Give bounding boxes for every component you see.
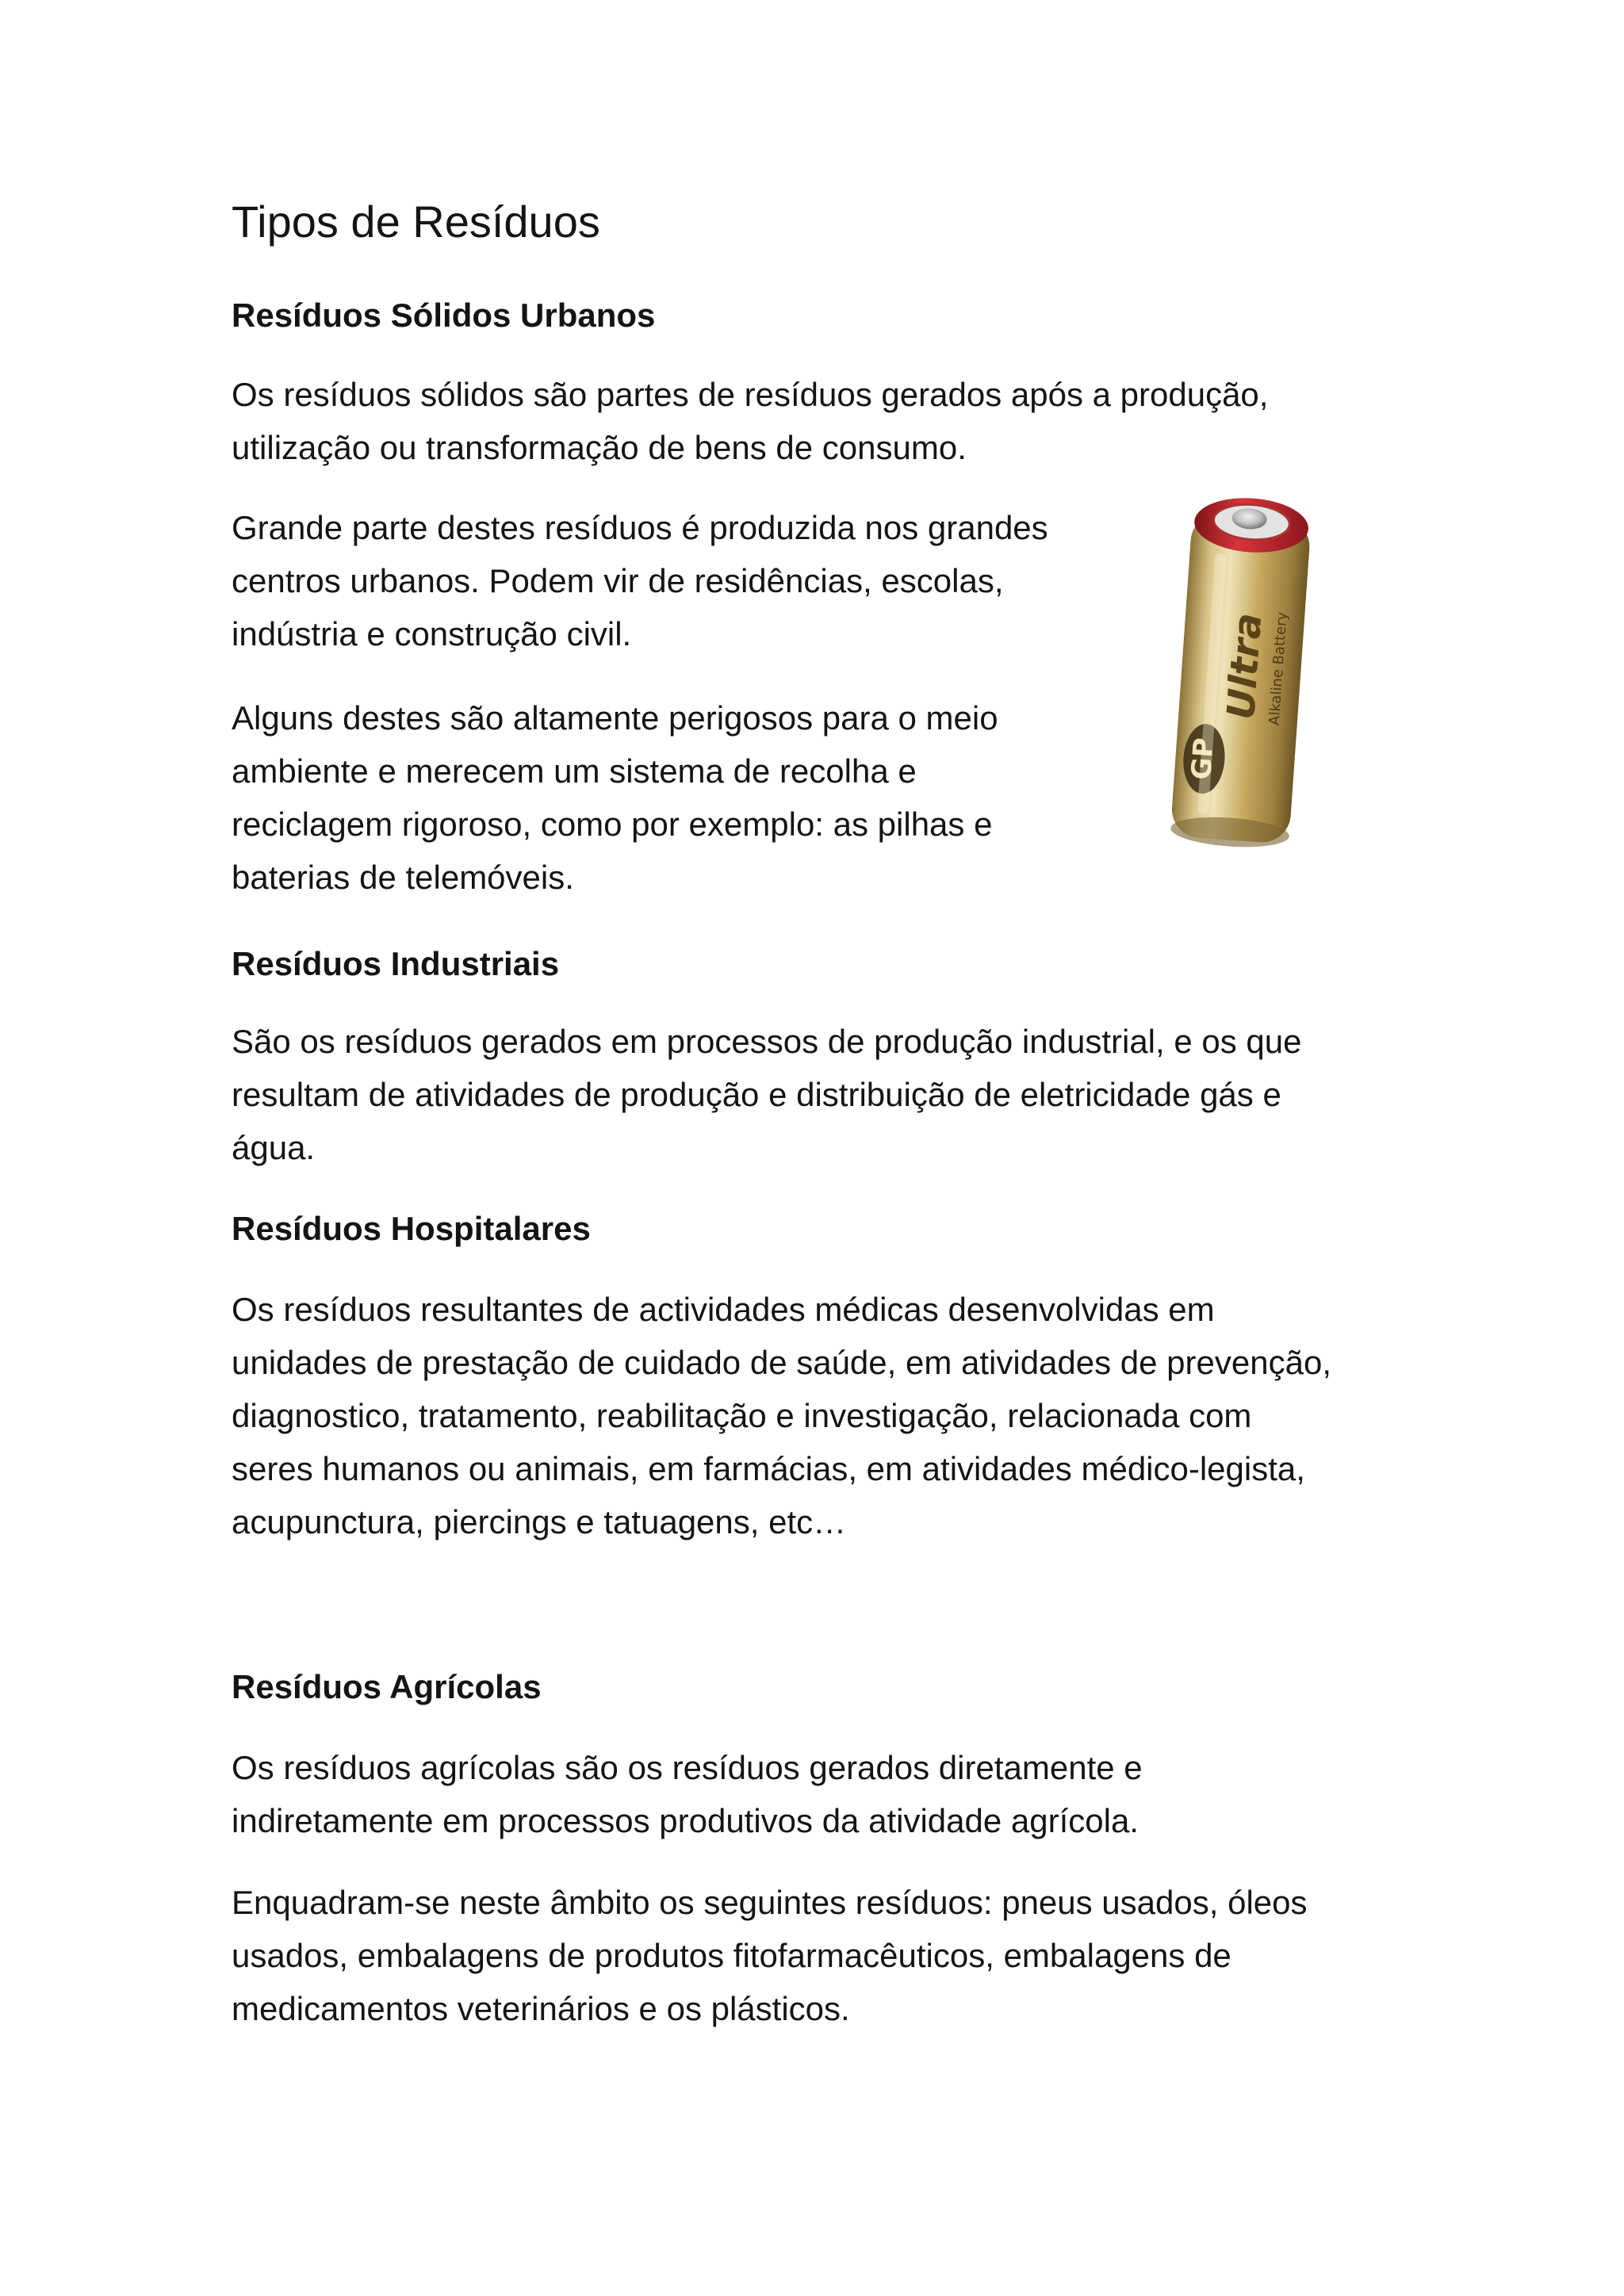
text-line: ambiente e merecem um sistema de recolha e — [232, 752, 917, 790]
text-line: água. — [232, 1129, 316, 1166]
text-line: baterias de telemóveis. — [232, 859, 574, 896]
text-line: Enquadram-se neste âmbito os seguintes resíduos: pneus usados, óleos — [232, 1884, 1308, 1921]
heading-residuos-hospitalares: Resíduos Hospitalares — [232, 1210, 591, 1247]
text-line: usados, embalagens de produtos fitofarmacêuticos, embalagens de — [232, 1937, 1231, 1974]
paragraph-urbanos-2 — [232, 501, 1048, 660]
paragraph-urbanos-1 — [232, 368, 1268, 474]
text-line: medicamentos veterinários e os plásticos. — [232, 1990, 850, 2027]
page-title: Tipos de Resíduos — [232, 197, 600, 247]
text-line: Grande parte destes resíduos é produzida nos grandes — [232, 509, 1048, 546]
paragraph-industriais-1 — [232, 1015, 1301, 1174]
paragraph-agricolas-2 — [232, 1876, 1308, 2035]
battery-brand-text: GP — [1185, 737, 1220, 781]
battery-illustration — [1145, 484, 1335, 864]
paragraph-hospitalares-1 — [232, 1283, 1331, 1548]
paragraph-agricolas-1 — [232, 1741, 1143, 1847]
text-line: Os resíduos resultantes de actividades médicas desenvolvidas em — [232, 1291, 1215, 1328]
text-line: Alguns destes são altamente perigosos para o meio — [232, 699, 998, 737]
text-line: utilização ou transformação de bens de consumo. — [232, 429, 967, 466]
text-line: indiretamente em processos produtivos da atividade agrícola. — [232, 1802, 1139, 1839]
text-line: unidades de prestação de cuidado de saúde, em atividades de prevenção, — [232, 1344, 1331, 1381]
text-line: seres humanos ou animais, em farmácias, em atividades médico-legista, — [232, 1450, 1305, 1487]
text-line: diagnostico, tratamento, reabilitação e investigação, relacionada com — [232, 1397, 1252, 1434]
text-line: indústria e construção civil. — [232, 615, 632, 652]
battery-sub-text: Alkaline Battery — [1266, 611, 1291, 726]
paragraph-urbanos-3 — [232, 691, 998, 904]
text-line: acupunctura, piercings e tatuagens, etc… — [232, 1503, 847, 1540]
battery-image — [1145, 484, 1335, 864]
heading-residuos-solidos-urbanos: Resíduos Sólidos Urbanos — [232, 297, 656, 334]
battery-product-text: Ultra — [1219, 611, 1271, 721]
text-line: resultam de atividades de produção e distribuição de eletricidade gás e — [232, 1076, 1281, 1113]
heading-residuos-industriais: Resíduos Industriais — [232, 945, 560, 982]
text-line: reciclagem rigoroso, como por exemplo: as pilhas e — [232, 806, 993, 843]
text-line: centros urbanos. Podem vir de residências, escolas, — [232, 562, 1004, 599]
heading-residuos-agricolas: Resíduos Agrícolas — [232, 1668, 542, 1705]
text-line: Os resíduos agrícolas são os resíduos gerados diretamente e — [232, 1749, 1143, 1786]
text-line: São os resíduos gerados em processos de produção industrial, e os que — [232, 1023, 1302, 1060]
text-line: Os resíduos sólidos são partes de resíduos gerados após a produção, — [232, 376, 1269, 413]
